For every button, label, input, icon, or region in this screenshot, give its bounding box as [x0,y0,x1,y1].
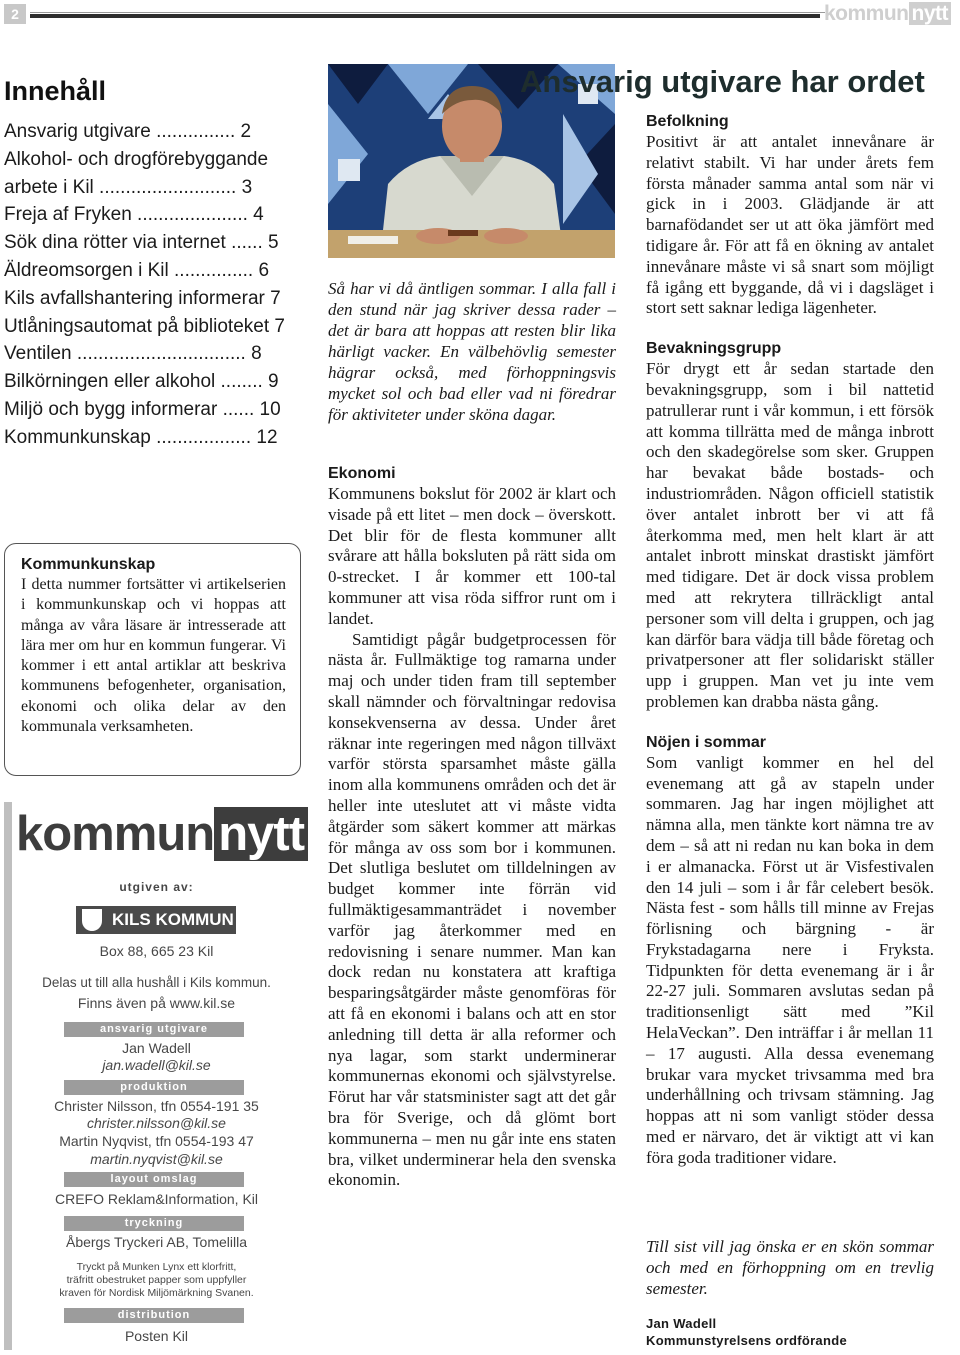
kommunkunskap-box [4,543,301,776]
right-column [646,112,934,1169]
toc-item: Freja af Fryken ..................... 4 [4,204,264,226]
print-note-2: träfritt obestruket papper som uppfyller [66,1274,247,1286]
befolkning-paragraph: Positivt är att antalet innevånare är relativt stabilt. Vi har under årets fem första månader samma antal som när vi gick in i 2003. Glädjande är att barnafödandet ser ut att öka jämfört med tidigare år. För att få en ökning av antalet innevånare måste vi så snart som möjligt få igång ett byggande, då vi i dagsläget i stort sett saknar lediga lägenheter. [646,132,934,318]
layout-name: CREFO Reklam&Information, Kil [54,1191,259,1207]
page-number: 2 [4,4,26,24]
header-logo [824,2,951,26]
signature-title: Kommunstyrelsens ordförande [646,1333,847,1348]
colophon [4,802,305,1350]
web-note: Finns även på www.kil.se [77,995,236,1011]
colophon-side-bar [4,802,12,1350]
toc-item: Bilkörningen eller alkohol ........ 9 [4,371,279,393]
toc-item: Utlåningsautomat på biblioteket 7 [4,315,285,337]
distribution-note: Delas ut till alla hushåll i Kils kommun. [42,975,271,990]
middle-column [328,464,616,1191]
toc-item: Kommunkunskap .................. 12 [4,426,278,448]
signature [646,1315,946,1349]
production-email-1: christer.nilsson@kil.se [87,1115,226,1131]
toc-list [4,118,304,452]
toc-item: Alkohol- och drogförebyggande [4,148,269,170]
editor-band: ansvarig utgivare [64,1022,244,1037]
bevakningsgrupp-paragraph: För drygt ett år sedan startade den bevakningsgrupp, som i bil nattetid patrullerar runt i vår kommun, i ett försök att komma tillrätta med de många inbrott och den skadegörelse som sker. Gruppen har bevakat både bostads- och industriområden. Någon officiell statistik över antalet inbrott ber vi att få återkomma med, men helt klart är att antalet inbrott minskat drastiskt jämfört med tidigare. Det är dock vissa problem med att rekrytera tillräckligt antal personer som vill delta i gruppen, och jag kan därför bara vädja till både företag och privatpersoner att fler solidariskt ställer upp i gruppen. Man vet ju inte vem problemen kan drabba nästa gång. [646,359,934,711]
toc-item: Sök dina rötter via internet ...... 5 [4,232,279,254]
right-hand [484,228,528,244]
distribution-band: distribution [64,1308,244,1323]
editor-email: jan.wadell@kil.se [102,1057,211,1073]
section-heading-befolkning: Befolkning [646,113,729,130]
editor-name: Jan Wadell [122,1040,191,1056]
page-header [0,0,960,30]
section-heading-ekonomi: Ekonomi [328,465,396,482]
article-intro: Så har vi då äntligen sommar. I alla fall i den stund när jag skriver dessa rader – det är bara att hoppas att resten blir lika härligt vacker. En välbehövlig semester hägrar också, med förhoppningsvis mycket sol och bad eller vad ni föredrar för aktiviteter under sköna dagar. [328,279,616,424]
infobox-title: Kommunkunskap [21,556,156,573]
kil-shield-icon [82,909,102,931]
closing-remark: Till sist vill jag önska er en skön sommar och med en förhoppning om en trevlig semester. [646,1237,934,1298]
gavel [448,230,478,236]
ekonomi-paragraph-1: Kommunens bokslut för 2002 är klart och visade på ett litet – men dock – överskott. Det blir för de flesta kommuner allt svårare att hålla boksluten på rätt sida om 0-strecket. I år kommer ett 100-tal kommuner att visa röda siffror runt om i landet. [328,484,616,628]
colophon-logo [12,802,305,866]
colophon-logo-part1: kommun [16,807,215,861]
production-person-2: Martin Nyqvist, tfn 0554-193 47 [59,1133,254,1149]
toc-item: Kils avfallshantering informerar 7 [4,287,281,309]
nojen-paragraph: Som vanligt kommer en hel del evenemang att gå av stapeln under sommaren. Jag har ingen möjlighet att nämna alla, men tänkte kort nämna tre av dem – så att ni redan nu kan boka in dem i er almanacka. Först ut är Visfestivalen den 14 juli – som i år får celebert besök. Nästa fest - som hålls till minne av Frejas förlisning och bärgning - är Frykstadagarna nere i Fryksta. Tidpunkten för detta evenemang är i år 22-27 juli. Sommaren avslutas sedan på traditionsenligt sätt med ”Kil HelaVeckan”. Den inträffar i år mellan 11 – 17 augusti. Alla dessa evenemang brukar vara mycket trivsamma med bra underhållning och trivsam stämning. Jag hoppas att ni som vanligt stöder dessa med er närvaro, det är viktigt att vi kan föra goda traditioner vidare. [646,752,934,1167]
toc-item: arbete i Kil .......................... 3 [4,176,253,198]
toc-item: Äldreomsorgen i Kil ............... 6 [4,259,270,281]
header-logo-part2: nytt [909,2,952,25]
org-address: Box 88, 665 23 Kil [99,943,214,959]
papers [348,236,398,244]
print-note-1: Tryckt på Munken Lynx ett klorfritt, [76,1261,237,1273]
colophon-logo-part2: nytt [214,807,308,861]
section-heading-nojen: Nöjen i sommar [646,733,767,751]
section-spacer [646,319,934,339]
distribution-name: Posten Kil [124,1328,189,1344]
header-logo-part1: kommun [824,2,909,25]
toc-title: Innehåll [4,76,107,106]
toc-item: Ansvarig utgivare ............... 2 [4,121,252,142]
kils-kommun-logo [76,906,236,934]
infobox-text: I detta nummer fortsätter vi artikelserien i kommunkunskap och vi hoppas att många av våra läsare är intresserade att lära mer om hur en kommun fungerar. Vi kommer i ett antal artiklar att beskriva kommunens befogenheter, organisation, ekonomi och olika delar av den kommunala verksamheten. [21,576,286,736]
signature-name: Jan Wadell [646,1316,717,1331]
print-band: tryckning [64,1216,244,1231]
published-by-label: utgiven av: [119,880,194,894]
production-email-2: martin.nyqvist@kil.se [90,1151,223,1167]
article-headline: Ansvarig utgivare har ordet [520,64,925,99]
printer-name: Åbergs Tryckeri AB, Tomelilla [65,1234,248,1250]
header-rule-thin [30,12,825,13]
layout-band: layout omslag [64,1172,244,1187]
section-heading-bevakningsgrupp: Bevakningsgrupp [646,340,782,358]
org-name: KILS KOMMUN [112,910,234,929]
toc-item: Ventilen ................................ 8 [4,343,262,365]
production-person-1: Christer Nilsson, tfn 0554-191 35 [54,1098,259,1114]
print-note-3: kraven för Nordisk Miljömärkning Svanen. [59,1287,254,1299]
header-rule-thick [30,14,820,18]
toc-item: Miljö och bygg informerar ...... 10 [4,398,281,420]
ekonomi-paragraph-2: Samtidigt pågår budgetprocessen för nästa år. Fullmäktige tog ramarna under maj och under tiden fram till september skall nämnder och förvaltningar redovisa konsekvenserna av dessa. Under året räknar inte regeringen med någon tillväxt varför största sparsamhet måste gälla inom alla kommunens områden och det är heller inte uteslutet att vi måste vidta åtgärder som säkert kommer att märkas för många av oss som bor i kommunen. Det slutliga beslutet om tilldelningen av budget kommer inte förrän vid fullmäktigesammanträdet i november varför jag återkommer med en redovisning i senare nummer. Man kan dock redan nu konstatera att kraftiga besparingsåtgärder måste genomföras för att få en ekonomi i balans och att en stor anledning till detta är alla reformer och nya lagar, som starkt underminerar kommunernas ekonomi och självstyrelse. Förut har vår statsminister sagt att det går bra för Sverige, och då glömt bort kommunerna – men nu går inte ens staten bra, vilket underminerar hela den svenska ekonomin. [328,629,616,1190]
production-band: produktion [64,1080,244,1095]
section-spacer [646,713,934,733]
